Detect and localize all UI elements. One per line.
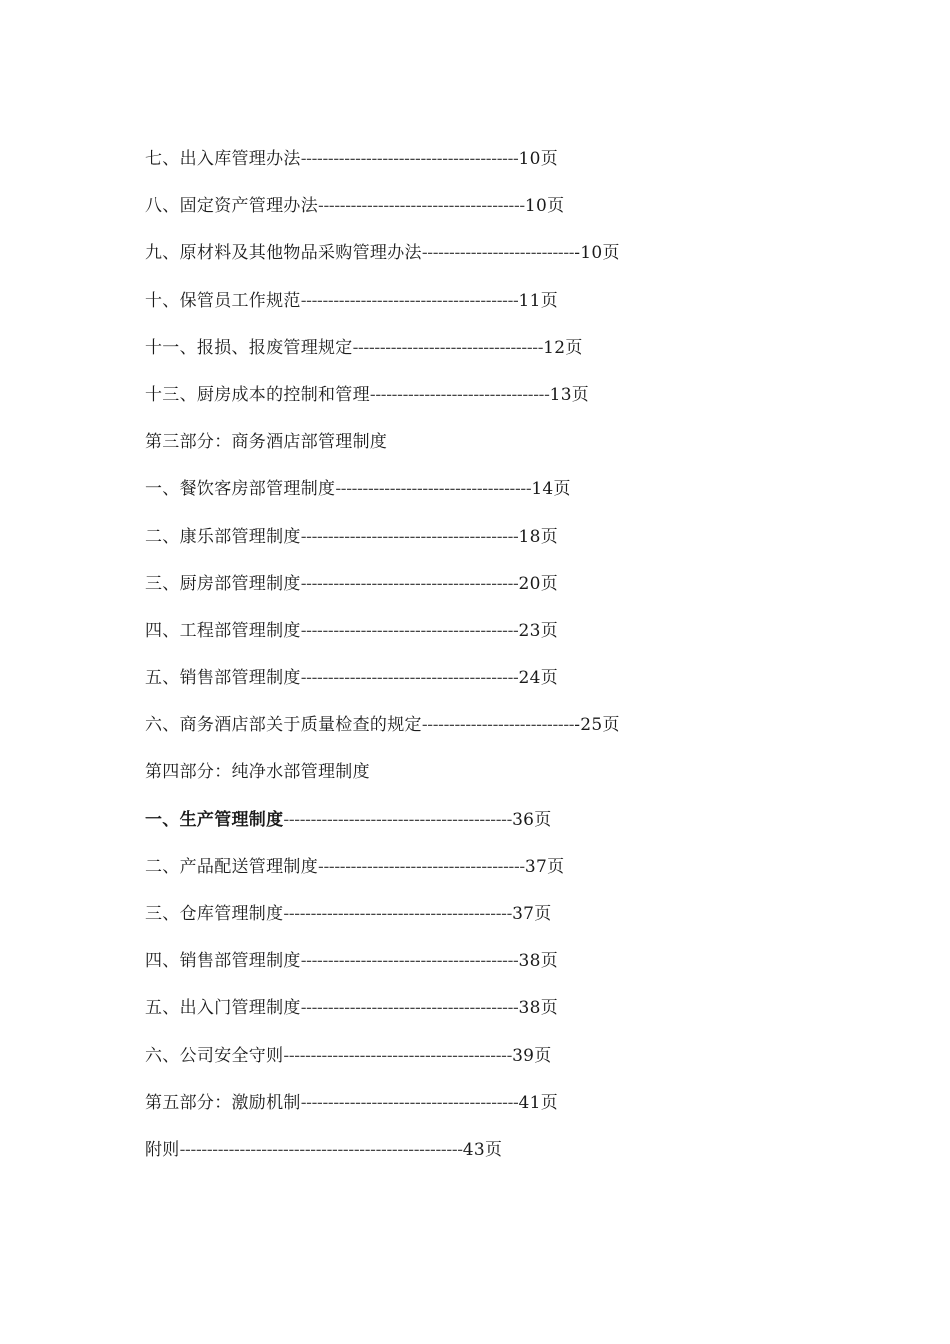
toc-section-title: 第四部分：纯净水部管理制度 [145,762,370,783]
toc-leader: ------------------------------------------ [283,904,513,924]
toc-page-number: 11页 [518,290,559,311]
toc-entry[interactable] [145,805,785,852]
toc-leader: -------------------------------------- [318,196,525,217]
toc-entry-title: 六、商务酒店部关于质量检查的规定 [145,715,422,736]
toc-page-number: 10页 [518,149,559,169]
toc-entry-title: 四、工程部管理制度 [145,620,301,641]
toc-entry[interactable] [145,1135,785,1182]
toc-entry-title: 四、销售部管理制度 [145,951,301,972]
toc-leader: ---------------------------------------- [300,620,519,641]
toc-leader: ---------------------------- [421,715,575,736]
toc-entry-title: 九、原材料及其他物品采购管理办法 [145,243,422,264]
toc-page-number: 12页 [543,337,583,358]
toc-page-number: 13页 [549,384,590,405]
toc-entry[interactable] [145,616,785,663]
toc-page-number: 36页 [512,809,552,830]
table-of-contents [145,144,785,1182]
toc-leader: ---------------------------------------- [300,573,519,594]
toc-entry[interactable] [145,238,785,285]
toc-entry[interactable] [145,1088,785,1135]
toc-section-heading[interactable] [145,757,785,804]
toc-page-number: 38页 [518,951,559,972]
toc-entry-title: 附则 [145,1139,180,1160]
toc-entry[interactable] [145,333,785,380]
toc-page-number: 41页 [518,1092,559,1113]
toc-page-number: 14页 [531,479,571,500]
toc-leader: ---------------------------------------- [300,1092,519,1113]
toc-page-number: -25页 [574,715,620,736]
toc-entry[interactable] [145,899,785,946]
toc-leader: --------------------------------- [369,384,550,405]
toc-leader: ---------------------------------------- [300,149,519,169]
toc-leader: ---------------------------- [421,243,575,264]
toc-entry-title: 三、仓库管理制度 [145,904,284,924]
toc-entry[interactable] [145,946,785,993]
toc-entry-title: 一、餐饮客房部管理制度 [145,479,336,500]
toc-page-number: 18页 [518,526,559,547]
toc-entry-title: 七、出入库管理办法 [145,149,301,169]
toc-entry[interactable] [145,663,785,710]
toc-entry[interactable] [145,1041,785,1088]
toc-entry-title: 十、保管员工作规范 [145,290,301,311]
toc-section-title: 第三部分：商务酒店部管理制度 [145,432,388,453]
toc-entry[interactable] [145,569,785,616]
toc-page-number: -10页 [574,243,620,264]
toc-leader: ---------------------------------------- [300,526,519,547]
toc-leader: ---------------------------------------- [300,998,519,1019]
toc-leader: ------------------------------------------ [283,1045,513,1066]
toc-entry-title: 六、公司安全守则 [145,1045,284,1066]
toc-entry-title: 二、产品配送管理制度 [145,856,318,877]
toc-page-number: 24页 [518,668,559,689]
toc-leader: ----------------------------------- [352,337,544,358]
toc-page-number: 38页 [518,998,559,1019]
toc-entry-title: 五、销售部管理制度 [145,668,301,689]
toc-entry-title: 第五部分：激励机制 [145,1092,301,1113]
toc-entry-title: 八、固定资产管理办法 [145,196,318,217]
toc-entry-title: 二、康乐部管理制度 [145,526,301,547]
toc-entry[interactable] [145,144,785,191]
toc-leader: ---------------------------------------- [300,951,519,972]
toc-leader: ------------------------------------------ [283,809,513,830]
toc-entry[interactable] [145,191,785,238]
toc-leader: -------------------------------------- [318,856,525,877]
toc-page-number: 43页 [462,1139,503,1160]
toc-page-number: 20页 [518,573,559,594]
toc-page-number: 23页 [518,620,559,641]
toc-entry-title: 五、出入门管理制度 [145,998,301,1019]
toc-entry-title: 十三、厨房成本的控制和管理 [145,384,370,405]
toc-entry[interactable] [145,852,785,899]
toc-entry[interactable] [145,993,785,1040]
toc-entry[interactable] [145,286,785,333]
toc-entry-title: 一、生产管理制度 [145,809,284,830]
toc-leader: ---------------------------------------- [300,290,519,311]
toc-leader: ---------------------------------------- [300,668,519,689]
toc-leader: ---------------------------------------------------- [179,1139,463,1160]
toc-page-number: 37页 [524,856,565,877]
toc-entry[interactable] [145,522,785,569]
toc-leader: ------------------------------------ [335,479,532,500]
toc-entry-title: 十一、报损、报废管理规定 [145,337,353,358]
toc-entry[interactable] [145,474,785,521]
toc-page-number: 37页 [512,904,552,924]
toc-entry-title: 三、厨房部管理制度 [145,573,301,594]
toc-entry[interactable] [145,710,785,757]
toc-entry[interactable] [145,380,785,427]
toc-page-number: 39页 [512,1045,552,1066]
toc-section-heading[interactable] [145,427,785,474]
toc-page-number: 10页 [524,196,565,217]
